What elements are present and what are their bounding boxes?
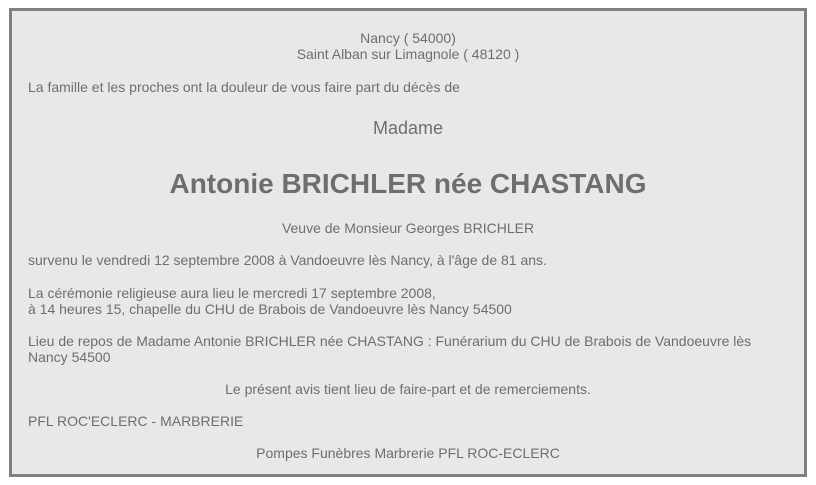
ceremony-line-1: La cérémonie religieuse aura lieu le mercredi 17 septembre 2008, xyxy=(28,285,436,301)
widow-line: Veuve de Monsieur Georges BRICHLER xyxy=(281,220,535,236)
rest-place-line-1: Lieu de repos de Madame Antonie BRICHLER née CHASTANG : Funérarium du CHU de Brabois de Vandoeuvre lès xyxy=(28,333,752,349)
company-line-2: Pompes Funèbres Marbrerie PFL ROC-ECLERC xyxy=(256,445,560,461)
title-madame: Madame xyxy=(372,118,444,138)
company-line-1: PFL ROC'ECLERC - MARBRERIE xyxy=(28,413,244,429)
intro-text: La famille et les proches ont la douleur de vous faire part du décès de xyxy=(28,79,460,95)
rest-place-line-2: Nancy 54500 xyxy=(28,349,111,365)
obituary-notice xyxy=(9,8,807,477)
death-line: survenu le vendredi 12 septembre 2008 à Vandoeuvre lès Nancy, à l'âge de 81 ans. xyxy=(28,252,547,268)
ceremony-line-2: à 14 heures 15, chapelle du CHU de Brabois de Vandoeuvre lès Nancy 54500 xyxy=(28,301,512,317)
location-line-1: Nancy ( 54000) xyxy=(360,30,456,46)
notice-line: Le présent avis tient lieu de faire-part et de remerciements. xyxy=(225,381,591,397)
deceased-name: Antonie BRICHLER née CHASTANG xyxy=(169,168,647,199)
location-line-2: Saint Alban sur Limagnole ( 48120 ) xyxy=(296,46,520,62)
